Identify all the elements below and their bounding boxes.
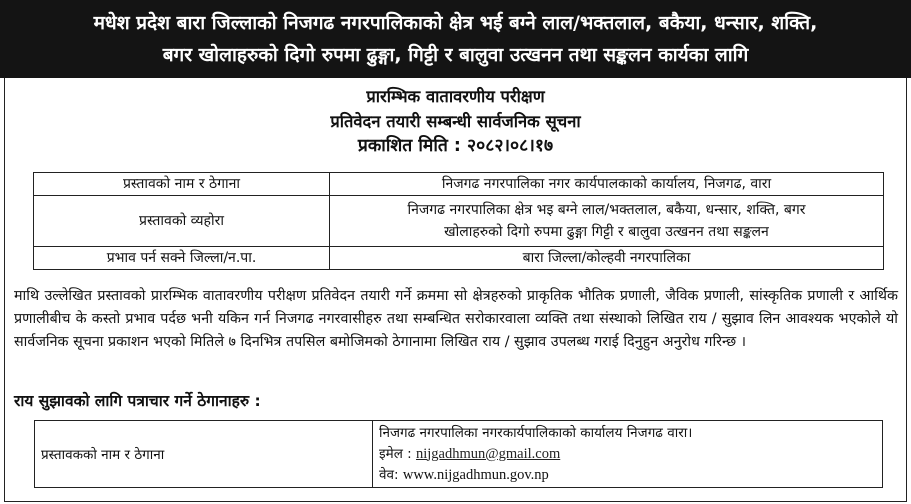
address-table bbox=[34, 420, 883, 488]
banner-line-1: मधेश प्रदेश बारा जिल्लाको निजगढ नगरपालिकाको क्षेत्र भई बग्ने लाल/भक्तलाल, बकैया, धन्सार, शक्ति, bbox=[93, 12, 818, 34]
row-label: प्रस्तावको नाम र ठेगाना bbox=[34, 173, 330, 196]
row-label: प्रभाव पर्न सक्ने जिल्ला/न.पा. bbox=[34, 247, 330, 270]
heading-line-2: प्रतिवेदन तयारी सम्बन्धी सार्वजनिक सूचना bbox=[330, 112, 581, 131]
row-value-line: खोलाहरुको दिगो रुपमा ढुङ्गा गिट्टी र बालुवा उत्खनन तथा सङ्कलन bbox=[444, 224, 769, 240]
row-value: निजगढ नगरपालिका नगर कार्यपालकाको कार्यालय, निजगढ, वारा bbox=[330, 173, 884, 196]
row-label: प्रस्तावको व्यहोरा bbox=[34, 196, 330, 247]
email-line bbox=[379, 444, 876, 465]
publish-date: प्रकाशित मिति : २०८२।०८।१७ bbox=[357, 136, 554, 156]
table-row bbox=[34, 173, 884, 196]
website-link[interactable]: www.nijgadhmun.gov.np bbox=[402, 466, 549, 483]
address-details bbox=[373, 421, 883, 488]
office-address: निजगढ नगरपालिका नगरकार्यपालिकाको कार्यालय निजगढ वारा। bbox=[379, 424, 693, 441]
notice-headings bbox=[0, 84, 911, 159]
info-table bbox=[33, 172, 884, 270]
address-label: प्रस्तावकको नाम र ठेगाना bbox=[35, 421, 373, 488]
header-banner bbox=[0, 0, 911, 78]
email-link[interactable]: nijgadhmun@gmail.com bbox=[416, 445, 561, 462]
web-line bbox=[379, 465, 876, 486]
table-row bbox=[35, 421, 883, 488]
banner-line-2: बगर खोलाहरुको दिगो रुपमा ढुङ्गा, गिट्टी र बालुवा उत्खनन तथा सङ्कलन कार्यका लागि bbox=[162, 44, 749, 66]
row-value-line: निजगढ नगरपालिका क्षेत्र भइ बग्ने लाल/भक्तलाल, बकैया, धन्सार, शक्ति, बगर bbox=[407, 202, 806, 218]
table-row bbox=[34, 247, 884, 270]
email-label: इमेल : bbox=[379, 445, 412, 462]
heading-line-1: प्रारम्भिक वातावरणीय परीक्षण bbox=[366, 87, 545, 106]
row-value: बारा जिल्ला/कोल्हवी नगरपालिका bbox=[330, 247, 884, 270]
table-row bbox=[34, 196, 884, 247]
row-value bbox=[330, 196, 884, 247]
notice-paragraph: माथि उल्लेखित प्रस्तावको प्रारम्भिक वातावरणीय परीक्षण प्रतिवेदन तयारी गर्ने क्रममा सो क्षेत्रहरुको प्राकृतिक भौतिक प्रणाली, जैविक प्रणाली, सांस्कृतिक प्रणाली र आर्थिक प्रणालीबीच के कस्तो प्रभाव पर्दछ भनी यकिन गर्न निजगढ नगरवासीहरु तथा सम्बन्धित सरोकारवाला व्यक्ति तथा संस्थाको लिखित राय / सुझाव लिन आवश्यक भएकोले यो सार्वजनिक सूचना प्रकाशन भएको मितिले ७ दिनभित्र तपसिल बमोजिमको ठेगानामा लिखित राय / सुझाव उपलब्ध गराई दिनुहुन अनुरोध गरिन्छ । bbox=[14, 288, 898, 350]
address-heading: राय सुझावको लागि पत्राचार गर्ने ठेगानाहरु : bbox=[14, 392, 261, 410]
web-label: वेव: bbox=[379, 466, 399, 483]
